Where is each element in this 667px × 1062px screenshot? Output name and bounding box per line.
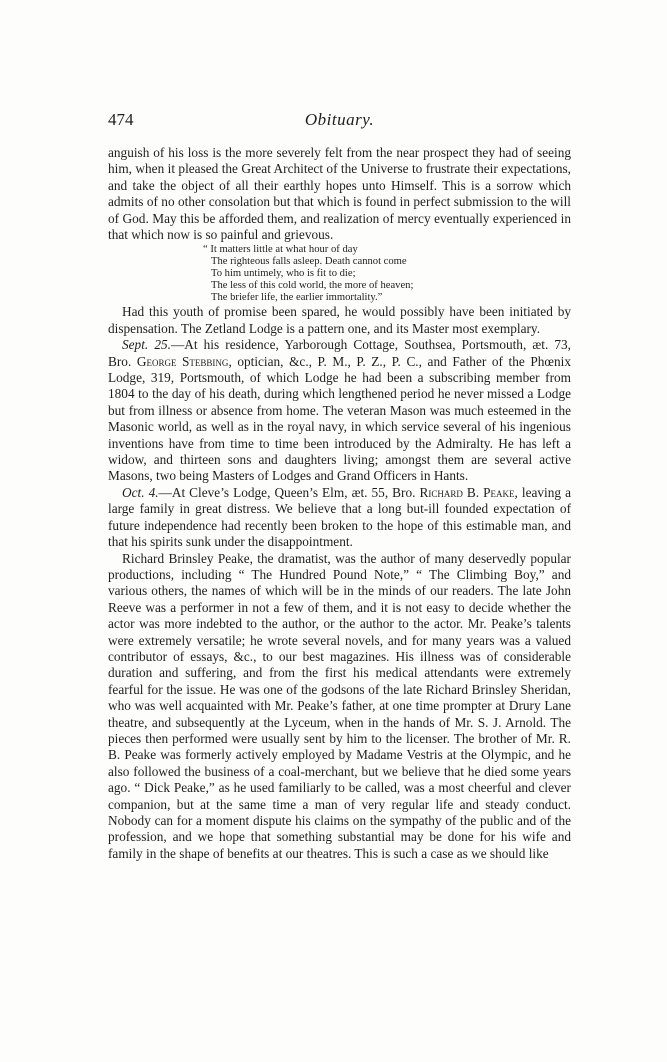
obituary-date: Sept. 25. [122, 337, 171, 353]
verse-line: To him untimely, who is fit to die; [211, 268, 356, 280]
zetland-paragraph: Had this youth of promise been spared, he would possibly have been initiated by dispensation. The Zetland Lodge is a pattern one, and its Master most exemplary. [108, 304, 571, 336]
page-body [108, 145, 571, 862]
deceased-name: Richard B. Peake [419, 484, 515, 500]
running-title: Obituary. [304, 110, 375, 129]
obituary-text: , leaving a large family in great distress. We believe that a long but-ill founded expectation of future independence had recently been broken to the hope of this estimable man, and that his spirits sunk under the disappointment. [108, 484, 571, 550]
peake-obituary [108, 485, 571, 551]
intro-paragraph: anguish of his loss is the more severely felt from the near prospect they had of seeing him, when it pleased the Great Architect of the Universe to frustrate their expectations, and take the object of all their earthly hopes unto Himself. This is a sorrow which admits of no other consolation but that which is found in perfect submission to the will of God. May this be afforded them, and realization of mercy eventually experienced in that which now is so painful and grievous. [108, 145, 571, 243]
obituary-text: , optician, &c., P. M., P. Z., P. C., and Father of the Phœnix Lodge, 319, Portsmouth, of which Lodge he had been a subscribing member from 1804 to the day of his death, during which lengthened period he never missed a Lodge but from illness or absence from home. The veteran Mason was much esteemed in the Masonic world, as well as in the royal navy, in which service several of his ingenious inventions have from time to time been introduced by the Admiralty. He has left a widow, and thirteen sons and daughters living; amongst them are several active Masons, two being Masters of Lodges and Grand Officers in Hants. [108, 353, 571, 484]
obituary-text: —At Cleve’s Lodge, Queen’s Elm, æt. 55, Bro. [158, 484, 420, 500]
dramatist-paragraph: Richard Brinsley Peake, the dramatist, was the author of many deservedly popular productions, including “ The Hundred Pound Note,” “ The Climbing Boy,” and various others, the names of which will be in the minds of our readers. The late John Reeve was a performer in not a few of them, and it is not easy to decide whether the actor was more indebted to the author, or the author to the actor. Mr. Peake’s talents were extremely versatile; he wrote several novels, and for many years was a valued contributor of essays, &c., to our best magazines. His illness was of considerable duration and suffering, and from the first his medical attendants were extremely fearful for the issue. He was one of the godsons of the late Richard Brinsley Sheridan, who was well acquainted with Mr. Peake’s father, at one time prompter at Drury Lane theatre, and subsequently at the Lyceum, when in the hands of Mr. S. J. Arnold. The pieces then performed were usually sent by him to the licenser. The brother of Mr. R. B. Peake was formerly actively employed by Madame Vestris at the Olympic, and he also followed the business of a coal-merchant, but we believe that he died some years ago. “ Dick Peake,” as he used familiarly to be called, was a most cheerful and clever companion, but at the same time a man of very regular life and steady conduct. Nobody can for a moment dispute his claims on the sympathy of the public and of the profession, and we hope that something substantial may be done for his wife and family in the shape of benefits at our theatres. This is such a case as we should like [108, 550, 571, 861]
verse-line: The less of this cold world, the more of heaven; [211, 279, 414, 291]
quoted-verse [203, 244, 571, 303]
obituary-text: —At his residence, Yarborough Cottage, Southsea, Portsmouth, æt. 73, Bro. [108, 337, 571, 369]
obituary-date: Oct. 4. [122, 484, 159, 500]
verse-line: The briefer life, the earlier immortality.” [211, 291, 383, 303]
verse-line: “ It matters little at what hour of day [203, 244, 358, 256]
page-number: 474 [108, 110, 134, 129]
stebbing-obituary [108, 337, 571, 485]
page-header [108, 110, 571, 138]
verse-line: The righteous falls asleep. Death cannot come [211, 256, 407, 268]
deceased-name: George Stebbing [136, 353, 229, 369]
